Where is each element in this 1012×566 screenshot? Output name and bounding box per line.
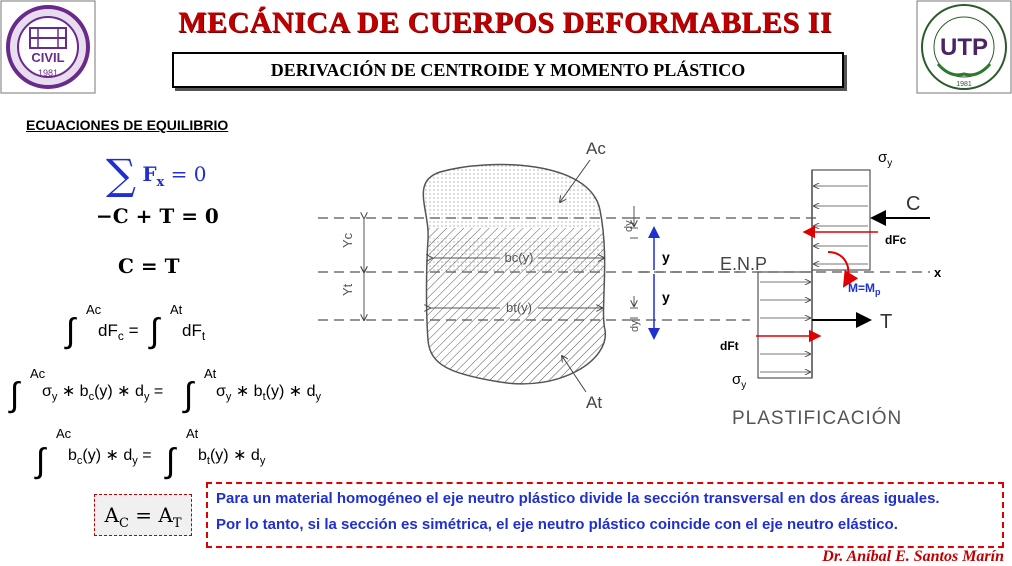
compression-stress-arrows bbox=[814, 186, 868, 264]
plastic-moment-arrow bbox=[828, 252, 848, 286]
equation-c-t-balance: −C + T = 0 bbox=[96, 204, 219, 228]
page-title: MECÁNICA DE CUERPOS DEFORMABLES II bbox=[178, 6, 832, 39]
sum-fx-equation bbox=[106, 150, 207, 199]
label-enp: E.N.P bbox=[720, 254, 768, 274]
integral-sign: ∫ bbox=[150, 312, 160, 350]
force-symbol: F bbox=[142, 162, 157, 186]
integrand-dfc: $dF_c$ = bbox=[98, 321, 139, 343]
integral-limit: At bbox=[186, 426, 199, 441]
integrand-dft: $dF_t$ bbox=[182, 321, 206, 343]
label-dy-top: dy bbox=[623, 220, 635, 232]
author-signature: Dr. Aníbal E. Santos Marín bbox=[822, 548, 1004, 565]
tension-stress-arrows bbox=[760, 282, 810, 372]
integral-limit: At bbox=[204, 366, 217, 381]
integral-sign: ∫ bbox=[184, 376, 194, 414]
page-subtitle: DERIVACIÓN DE CENTROIDE Y MOMENTO PLÁSTICO bbox=[172, 52, 844, 88]
label-y-top: y bbox=[662, 249, 670, 265]
label-bc: bc(y) bbox=[504, 250, 534, 265]
note-line-2: Por lo tanto, si la sección es simétrica, el eje neutro plástico coincide con el eje neutro elástico. bbox=[216, 516, 898, 533]
logo-utp-year: 1981 bbox=[956, 81, 972, 88]
integral-equations bbox=[0, 296, 340, 480]
label-dfc: dFc bbox=[885, 233, 907, 247]
label-yt: Yt bbox=[340, 283, 355, 296]
integrand-compression: $\sigma_y$ ∗ $b_c(y)$ ∗ $d_y$ = bbox=[42, 383, 164, 403]
label-dy-bottom: dy bbox=[629, 320, 641, 332]
label-t: T bbox=[880, 311, 893, 333]
label-moment: $M=M_p$ bbox=[848, 281, 881, 297]
logo-civil-text: CIVIL bbox=[31, 50, 65, 65]
integral-limit: Ac bbox=[56, 426, 72, 441]
integral-sign: ∫ bbox=[66, 312, 76, 350]
integrand-bt: $b_t(y)$ ∗ $d_y$ bbox=[198, 447, 266, 467]
label-x-axis: x bbox=[934, 265, 942, 280]
label-y-bottom: y bbox=[662, 289, 670, 305]
integral-limit: Ac bbox=[30, 366, 46, 381]
label-sigma-bottom: $\sigma_y$ bbox=[732, 371, 747, 391]
integral-sign: ∫ bbox=[36, 442, 46, 480]
integral-sign: ∫ bbox=[166, 442, 176, 480]
integral-limit: Ac bbox=[86, 302, 102, 317]
label-at: At bbox=[586, 393, 603, 412]
integral-limit: At bbox=[170, 302, 183, 317]
tension-stress-block bbox=[758, 272, 812, 378]
label-dft: dFt bbox=[720, 339, 739, 353]
integrand-tension: $\sigma_y$ ∗ $b_t(y)$ ∗ $d_y$ bbox=[216, 383, 321, 403]
plastic-section-diagram bbox=[300, 120, 960, 440]
label-c: C bbox=[906, 193, 921, 215]
label-ac: Ac bbox=[586, 139, 606, 158]
label-plastification: PLASTIFICACIÓN bbox=[732, 408, 903, 429]
equation-c-equals-t: C = T bbox=[118, 254, 180, 278]
note-box bbox=[206, 482, 1004, 548]
equilibrium-heading: ECUACIONES DE EQUILIBRIO bbox=[26, 117, 229, 133]
note-line-1: Para un material homogéneo el eje neutro plástico divide la sección transversal en dos áreas iguales. bbox=[216, 490, 940, 507]
integrand-bc: $b_c(y)$ ∗ $d_y$ = bbox=[68, 447, 152, 467]
force-subscript: x bbox=[156, 175, 165, 190]
label-bt: bt(y) bbox=[506, 300, 532, 315]
logo-utp-text: UTP bbox=[940, 34, 988, 61]
summation-symbol: ∑ bbox=[106, 150, 136, 199]
university-logo bbox=[916, 0, 1012, 94]
label-yc: Yc bbox=[340, 232, 355, 248]
integral-sign: ∫ bbox=[10, 376, 20, 414]
logo-civil-year: 1981 bbox=[37, 68, 59, 78]
label-sigma-top: $\sigma_y$ bbox=[878, 149, 893, 169]
area-equality-box: $A_C = A_T$ bbox=[94, 494, 192, 536]
faculty-logo bbox=[0, 0, 96, 94]
cross-section-shape bbox=[400, 150, 630, 402]
sum-fx-rhs: = 0 bbox=[164, 162, 207, 186]
